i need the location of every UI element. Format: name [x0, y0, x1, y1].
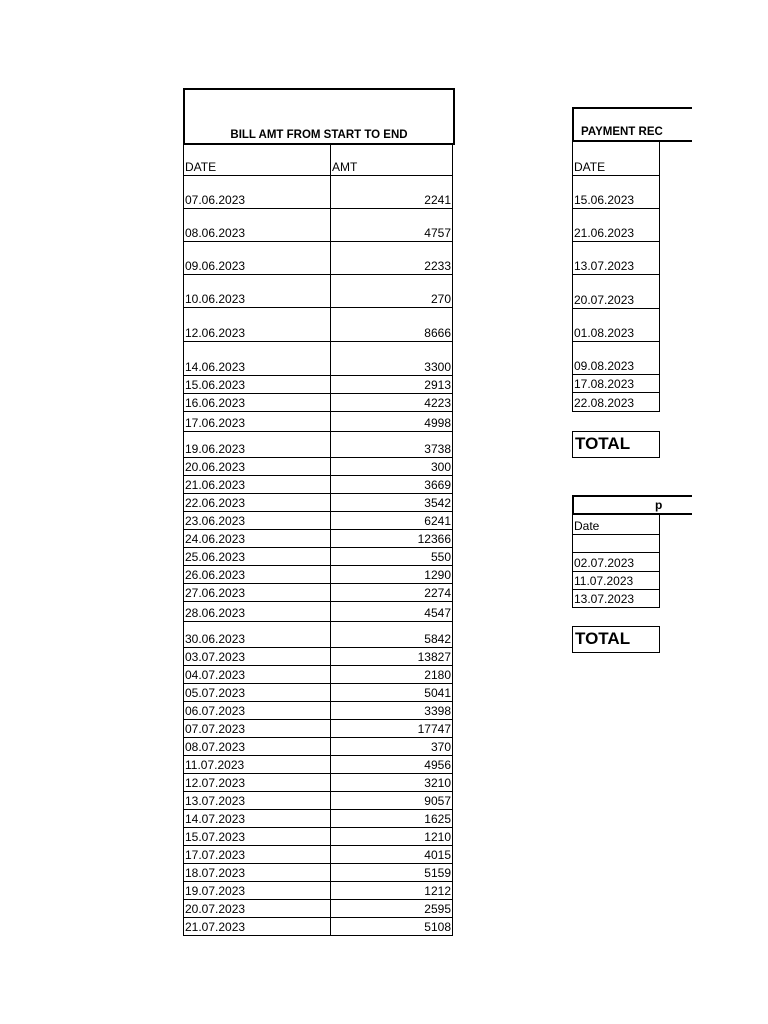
table-row: [183, 720, 453, 738]
amt-cell[interactable]: [331, 648, 452, 665]
amt-cell[interactable]: [331, 684, 452, 701]
date-value: 20.07.2023: [185, 902, 246, 916]
table-row: [183, 684, 453, 702]
second-row[interactable]: [572, 590, 660, 608]
date-value: 16.06.2023: [185, 396, 246, 410]
amt-cell[interactable]: [331, 622, 452, 647]
table-row: [183, 666, 453, 684]
second-header-row[interactable]: [572, 515, 660, 535]
payment-table-title: [572, 107, 692, 142]
table-row: [183, 476, 453, 494]
amt-cell[interactable]: [331, 846, 452, 863]
amt-cell[interactable]: [331, 864, 452, 881]
table-row: [183, 648, 453, 666]
amt-value: 4956: [424, 758, 451, 772]
second-row[interactable]: [572, 572, 660, 590]
amt-cell[interactable]: [331, 882, 452, 899]
payment-date: 22.08.2023: [574, 396, 635, 410]
date-cell[interactable]: [184, 648, 331, 665]
amt-value: 4223: [424, 396, 451, 410]
table-row: [183, 882, 453, 900]
amt-value: 3738: [424, 442, 451, 456]
amt-value: 1290: [424, 568, 451, 582]
table-row: [183, 548, 453, 566]
date-value: 11.07.2023: [185, 758, 245, 772]
amt-cell[interactable]: [331, 792, 452, 809]
date-value: 19.07.2023: [185, 884, 246, 898]
table-row: [183, 864, 453, 882]
date-header-cell[interactable]: [184, 143, 331, 175]
amt-value: 5159: [424, 866, 451, 880]
amt-cell[interactable]: [331, 432, 452, 457]
amt-value: 12366: [417, 532, 451, 546]
date-value: 14.07.2023: [185, 812, 246, 826]
table-row: [183, 458, 453, 476]
amt-cell[interactable]: [331, 209, 452, 241]
date-value: 08.07.2023: [185, 740, 246, 754]
table-row: [183, 566, 453, 584]
date-value: 12.06.2023: [185, 326, 246, 340]
amt-value: 370: [430, 740, 451, 754]
amt-cell[interactable]: [331, 376, 452, 393]
date-cell[interactable]: [184, 774, 331, 791]
payment-total-label: TOTAL: [575, 434, 631, 453]
table-row: [183, 918, 453, 936]
date-value: 20.06.2023: [185, 460, 246, 474]
amt-value: 5108: [424, 920, 451, 934]
amt-value: 17747: [417, 722, 451, 736]
table-row: [183, 738, 453, 756]
amt-cell[interactable]: [331, 512, 452, 529]
payment-table-title-text: PAYMENT REC: [581, 126, 663, 138]
table-row: [183, 394, 453, 412]
amt-cell[interactable]: [331, 900, 452, 917]
second-date: 11.07.2023: [574, 574, 634, 588]
date-value: 06.07.2023: [185, 704, 246, 718]
date-value: 21.06.2023: [185, 478, 246, 492]
date-value: 26.06.2023: [185, 568, 246, 582]
amt-cell[interactable]: [331, 702, 452, 719]
amt-cell[interactable]: [331, 530, 452, 547]
bill-header-row: [183, 143, 453, 176]
amt-value: 2233: [424, 259, 451, 273]
payment-date-header: DATE: [574, 160, 606, 174]
table-row: [183, 432, 453, 458]
date-cell[interactable]: [184, 548, 331, 565]
amt-value: 4015: [424, 848, 451, 862]
amt-value: 8666: [424, 326, 451, 340]
payment-row[interactable]: [572, 342, 660, 375]
amt-value: 5842: [424, 632, 451, 646]
amt-cell[interactable]: [331, 458, 452, 475]
date-cell[interactable]: [184, 738, 331, 755]
second-date: 02.07.2023: [574, 556, 635, 570]
date-cell[interactable]: [184, 720, 331, 737]
amt-cell[interactable]: [331, 412, 452, 431]
date-value: 14.06.2023: [185, 360, 246, 374]
date-value: 25.06.2023: [185, 550, 246, 564]
table-row: [183, 828, 453, 846]
amt-cell[interactable]: [331, 756, 452, 773]
date-value: 17.07.2023: [185, 848, 246, 862]
date-value: 19.06.2023: [185, 442, 246, 456]
amt-header-cell[interactable]: [331, 143, 452, 175]
payment-date: 20.07.2023: [574, 293, 635, 307]
second-row[interactable]: [572, 535, 660, 553]
amt-value: 550: [430, 550, 451, 564]
date-value: 05.07.2023: [185, 686, 246, 700]
amt-cell[interactable]: [331, 308, 452, 341]
date-cell[interactable]: [184, 275, 331, 307]
date-cell[interactable]: [184, 242, 331, 274]
amt-cell[interactable]: [331, 584, 452, 601]
payment-date: 09.08.2023: [574, 359, 635, 373]
amt-value: 4757: [424, 226, 451, 240]
payment-row[interactable]: [572, 393, 660, 412]
table-row: [183, 846, 453, 864]
date-value: 08.06.2023: [185, 226, 246, 240]
date-cell[interactable]: [184, 900, 331, 917]
table-row: [183, 774, 453, 792]
date-value: 07.06.2023: [185, 193, 246, 207]
date-cell[interactable]: [184, 846, 331, 863]
date-value: 03.07.2023: [185, 650, 246, 664]
table-row: [183, 530, 453, 548]
date-value: 09.06.2023: [185, 259, 246, 273]
table-row: [183, 376, 453, 394]
amt-header: AMT: [332, 160, 358, 174]
amt-cell[interactable]: [331, 494, 452, 511]
table-row: [183, 512, 453, 530]
amt-value: 3210: [424, 776, 451, 790]
amt-value: 2595: [424, 902, 451, 916]
amt-cell[interactable]: [331, 548, 452, 565]
date-value: 13.07.2023: [185, 794, 246, 808]
date-value: 12.07.2023: [185, 776, 246, 790]
date-value: 10.06.2023: [185, 292, 246, 306]
date-cell[interactable]: [184, 376, 331, 393]
date-cell[interactable]: [184, 666, 331, 683]
payment-total: [572, 431, 660, 458]
bill-table-title-text: BILL AMT FROM START TO END: [230, 129, 408, 141]
date-cell[interactable]: [184, 176, 331, 208]
amt-cell[interactable]: [331, 666, 452, 683]
date-cell[interactable]: [184, 432, 331, 457]
table-row: [183, 176, 453, 209]
table-row: [183, 275, 453, 308]
date-cell[interactable]: [184, 308, 331, 341]
date-value: 18.07.2023: [185, 866, 246, 880]
table-row: [183, 308, 453, 342]
amt-value: 1210: [424, 830, 451, 844]
date-cell[interactable]: [184, 494, 331, 511]
second-table-title-text: p: [655, 498, 663, 512]
date-cell[interactable]: [184, 602, 331, 621]
table-row: [183, 494, 453, 512]
table-row: [183, 602, 453, 622]
amt-cell[interactable]: [331, 176, 452, 208]
second-date: 13.07.2023: [574, 592, 635, 606]
table-row: [183, 702, 453, 720]
amt-value: 3669: [424, 478, 451, 492]
payment-row[interactable]: [572, 275, 660, 309]
amt-value: 13827: [417, 650, 451, 664]
amt-value: 3542: [424, 496, 451, 510]
payment-row[interactable]: [572, 242, 660, 275]
amt-value: 270: [430, 292, 451, 306]
second-total: [572, 626, 660, 653]
date-value: 17.06.2023: [185, 416, 246, 430]
date-value: 15.07.2023: [185, 830, 246, 844]
table-row: [183, 792, 453, 810]
date-cell[interactable]: [184, 918, 331, 935]
date-value: 23.06.2023: [185, 514, 246, 528]
bill-table-title: [183, 88, 455, 145]
right-tables: [572, 100, 661, 700]
table-row: [183, 209, 453, 242]
table-row: [183, 342, 453, 376]
payment-row[interactable]: [572, 176, 660, 209]
date-header: DATE: [185, 160, 217, 174]
table-row: [183, 810, 453, 828]
date-cell[interactable]: [184, 792, 331, 809]
date-cell[interactable]: [184, 684, 331, 701]
date-cell[interactable]: [184, 476, 331, 493]
amt-value: 1625: [424, 812, 451, 826]
amt-cell[interactable]: [331, 342, 452, 375]
amt-cell[interactable]: [331, 918, 452, 935]
date-cell[interactable]: [184, 512, 331, 529]
date-cell[interactable]: [184, 342, 331, 375]
amt-cell[interactable]: [331, 275, 452, 307]
amt-cell[interactable]: [331, 720, 452, 737]
bill-table-rows: [183, 143, 453, 936]
amt-cell[interactable]: [331, 242, 452, 274]
date-value: 24.06.2023: [185, 532, 246, 546]
amt-value: 3300: [424, 360, 451, 374]
payment-date: 17.08.2023: [574, 377, 635, 391]
payment-row[interactable]: [572, 309, 660, 342]
date-value: 22.06.2023: [185, 496, 246, 510]
date-cell[interactable]: [184, 810, 331, 827]
second-date-header: Date: [574, 519, 600, 533]
amt-value: 4547: [424, 606, 451, 620]
payment-date: 01.08.2023: [574, 326, 635, 340]
payment-row[interactable]: [572, 375, 660, 393]
second-row[interactable]: [572, 553, 660, 572]
date-value: 15.06.2023: [185, 378, 246, 392]
table-row: [183, 412, 453, 432]
amt-cell[interactable]: [331, 774, 452, 791]
amt-value: 3398: [424, 704, 451, 718]
date-cell[interactable]: [184, 209, 331, 241]
table-row: [183, 756, 453, 774]
date-cell[interactable]: [184, 584, 331, 601]
amt-value: 2180: [424, 668, 451, 682]
date-value: 21.07.2023: [185, 920, 246, 934]
amt-value: 5041: [424, 686, 451, 700]
table-row: [183, 622, 453, 648]
payment-date: 15.06.2023: [574, 193, 635, 207]
date-cell[interactable]: [184, 828, 331, 845]
payment-date: 13.07.2023: [574, 259, 635, 273]
payment-header-row[interactable]: [572, 142, 660, 176]
amt-cell[interactable]: [331, 566, 452, 583]
date-value: 30.06.2023: [185, 632, 246, 646]
amt-cell[interactable]: [331, 394, 452, 411]
date-value: 07.07.2023: [185, 722, 246, 736]
amt-value: 2241: [424, 193, 451, 207]
amt-cell[interactable]: [331, 476, 452, 493]
amt-value: 9057: [424, 794, 451, 808]
date-value: 27.06.2023: [185, 586, 246, 600]
table-row: [183, 584, 453, 602]
amt-cell[interactable]: [331, 828, 452, 845]
second-total-label: TOTAL: [575, 629, 631, 648]
date-cell[interactable]: [184, 702, 331, 719]
date-cell[interactable]: [184, 566, 331, 583]
amt-cell[interactable]: [331, 810, 452, 827]
amt-value: 6241: [424, 514, 451, 528]
amt-value: 300: [430, 460, 451, 474]
date-cell[interactable]: [184, 394, 331, 411]
table-row: [183, 900, 453, 918]
amt-value: 2274: [424, 586, 451, 600]
amt-value: 2913: [424, 378, 451, 392]
amt-value: 4998: [424, 416, 451, 430]
date-value: 28.06.2023: [185, 606, 246, 620]
date-cell[interactable]: [184, 622, 331, 647]
amt-value: 1212: [424, 884, 451, 898]
payment-row[interactable]: [572, 209, 660, 242]
date-cell[interactable]: [184, 882, 331, 899]
date-value: 04.07.2023: [185, 668, 246, 682]
amt-cell[interactable]: [331, 602, 452, 621]
date-cell[interactable]: [184, 756, 331, 773]
second-table-title: [572, 495, 692, 515]
table-row: [183, 242, 453, 275]
date-cell[interactable]: [184, 412, 331, 431]
date-cell[interactable]: [184, 530, 331, 547]
date-cell[interactable]: [184, 458, 331, 475]
amt-cell[interactable]: [331, 738, 452, 755]
payment-date: 21.06.2023: [574, 226, 635, 240]
date-cell[interactable]: [184, 864, 331, 881]
